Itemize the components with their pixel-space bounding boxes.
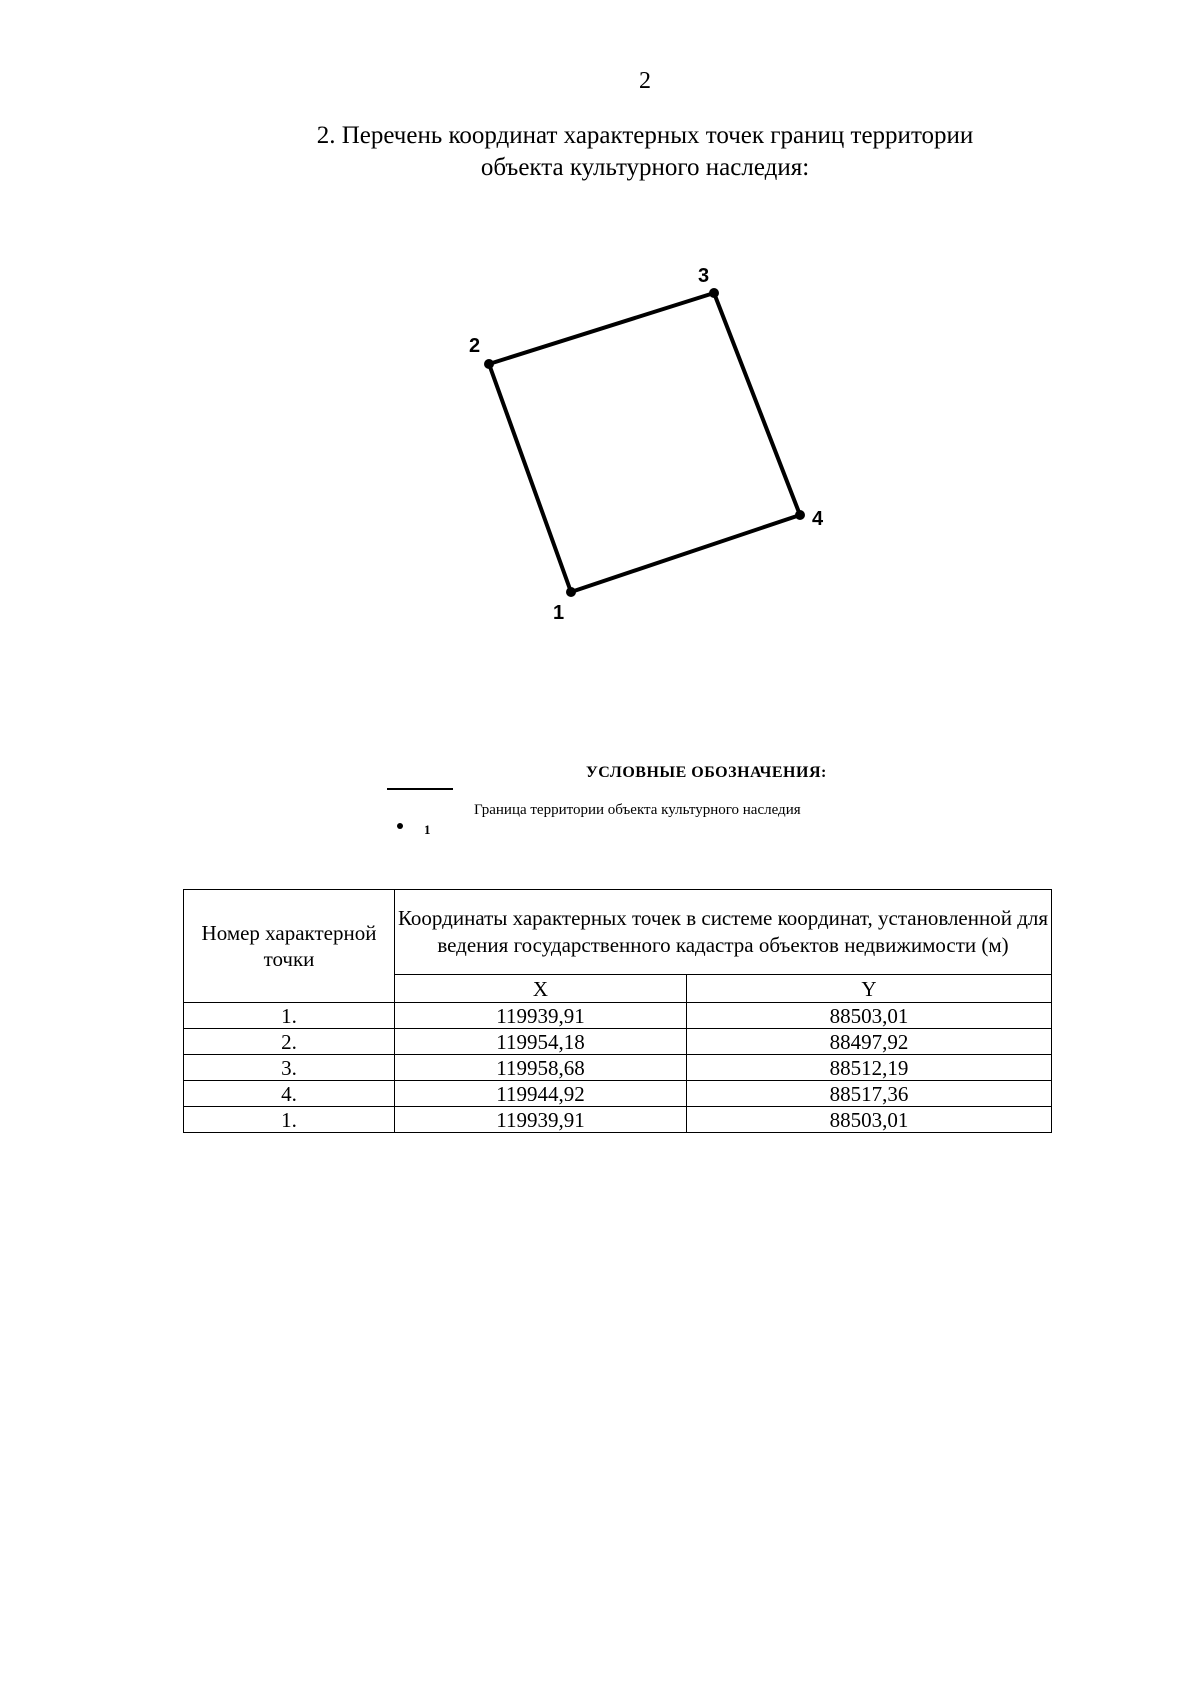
cell-x: 119939,91	[395, 1107, 687, 1133]
cell-y: 88512,19	[687, 1055, 1052, 1081]
page-number: 2	[639, 68, 651, 94]
cell-point-number: 3.	[184, 1055, 395, 1081]
document-heading: 2. Перечень координат характерных точек границ территории объекта культурного наследия:	[316, 122, 974, 181]
boundary-point-2	[484, 359, 494, 369]
header-coordinate-system: Координаты характерных точек в системе координат, установленной для ведения государственного кадастра объектов недвижимости (м)	[395, 890, 1052, 975]
cell-point-number: 1.	[184, 1003, 395, 1029]
legend-boundary-line	[387, 788, 453, 790]
cell-point-number: 4.	[184, 1081, 395, 1107]
legend-title: УСЛОВНЫЕ ОБОЗНАЧЕНИЯ:	[586, 764, 827, 781]
table-row	[184, 1081, 1052, 1107]
cell-point-number: 1.	[184, 1107, 395, 1133]
boundary-polygon	[489, 293, 800, 592]
header-y: Y	[687, 975, 1052, 1003]
table-row	[184, 1107, 1052, 1133]
cell-y: 88497,92	[687, 1029, 1052, 1055]
point-label-4: 4	[812, 508, 824, 530]
coordinates-table	[183, 889, 1052, 1133]
boundary-scheme	[0, 0, 1200, 700]
cell-x: 119944,92	[395, 1081, 687, 1107]
header-x: X	[395, 975, 687, 1003]
cell-y: 88517,36	[687, 1081, 1052, 1107]
point-label-3: 3	[698, 265, 710, 287]
point-label-2: 2	[469, 335, 481, 357]
cell-point-number: 2.	[184, 1029, 395, 1055]
header-point-number: Номер характерной точки	[184, 890, 395, 1003]
cell-y: 88503,01	[687, 1107, 1052, 1133]
legend-point-dot	[397, 823, 403, 829]
table-row	[184, 1029, 1052, 1055]
table-row	[184, 1003, 1052, 1029]
boundary-point-1	[566, 587, 576, 597]
cell-y: 88503,01	[687, 1003, 1052, 1029]
boundary-point-3	[709, 288, 719, 298]
legend-boundary-label: Граница территории объекта культурного наследия	[474, 802, 801, 818]
cell-x: 119958,68	[395, 1055, 687, 1081]
cell-x: 119939,91	[395, 1003, 687, 1029]
point-label-1: 1	[553, 602, 565, 624]
table-row	[184, 1055, 1052, 1081]
legend-point-symbol: 1	[424, 822, 431, 837]
cell-x: 119954,18	[395, 1029, 687, 1055]
boundary-point-4	[795, 510, 805, 520]
